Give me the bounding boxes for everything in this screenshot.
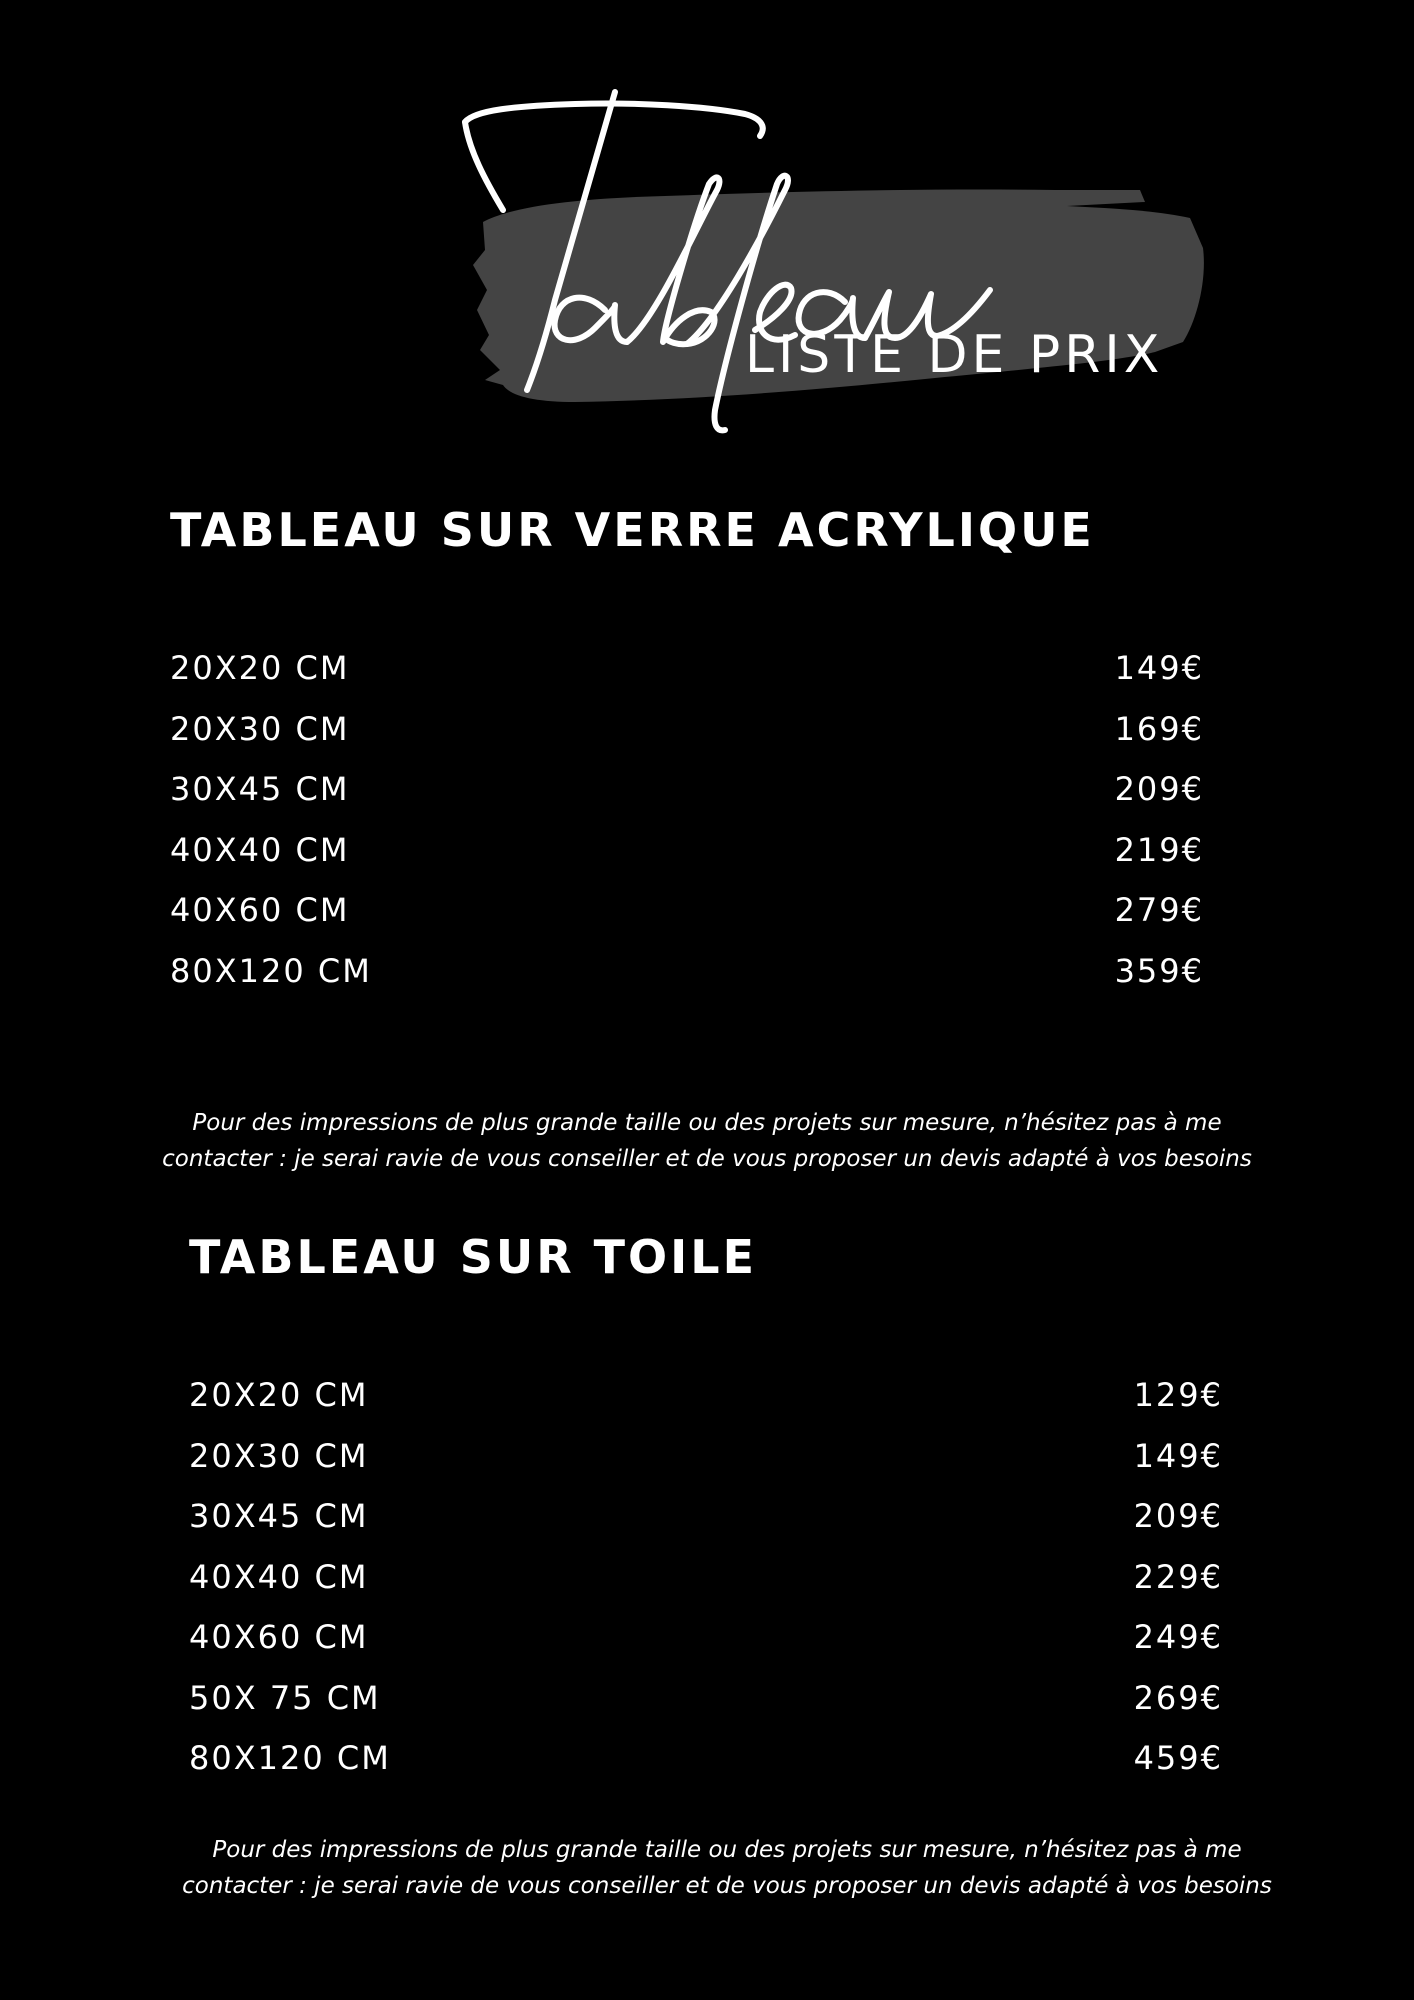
price-value: 209€ bbox=[1133, 1497, 1223, 1536]
price-row bbox=[189, 1547, 1223, 1608]
price-size: 50X 75 CM bbox=[189, 1678, 381, 1717]
price-value: 219€ bbox=[1114, 830, 1204, 869]
price-list-toile bbox=[189, 1365, 1223, 1789]
header bbox=[455, 80, 1215, 450]
price-size: 20X30 CM bbox=[189, 1436, 369, 1475]
section-title-toile: TABLEAU SUR TOILE bbox=[189, 1230, 758, 1284]
price-value: 129€ bbox=[1133, 1376, 1223, 1415]
price-size: 20X20 CM bbox=[189, 1376, 369, 1415]
price-value: 249€ bbox=[1133, 1618, 1223, 1657]
price-size: 20X20 CM bbox=[170, 649, 350, 688]
price-value: 269€ bbox=[1133, 1678, 1223, 1717]
price-size: 80X120 CM bbox=[170, 951, 372, 990]
price-row bbox=[170, 759, 1204, 820]
section-toile bbox=[189, 1222, 1249, 1778]
price-size: 30X45 CM bbox=[189, 1497, 369, 1536]
price-row bbox=[189, 1486, 1223, 1547]
price-row bbox=[189, 1607, 1223, 1668]
note-custom-sizes-toile bbox=[147, 1832, 1307, 1904]
price-row bbox=[189, 1426, 1223, 1487]
price-size: 20X30 CM bbox=[170, 709, 350, 748]
price-value: 359€ bbox=[1114, 951, 1204, 990]
note-line-2: contacter : je serai ravie de vous conseiller et de vous proposer un devis adapté à vos besoins bbox=[182, 1873, 1272, 1899]
price-value: 149€ bbox=[1133, 1436, 1223, 1475]
price-size: 40X40 CM bbox=[189, 1557, 369, 1596]
price-list-acrylic bbox=[170, 638, 1204, 1001]
price-value: 149€ bbox=[1114, 649, 1204, 688]
price-row bbox=[170, 699, 1204, 760]
note-line-2: contacter : je serai ravie de vous conseiller et de vous proposer un devis adapté à vos besoins bbox=[162, 1146, 1252, 1172]
price-size: 80X120 CM bbox=[189, 1739, 391, 1778]
price-value: 459€ bbox=[1133, 1739, 1223, 1778]
note-custom-sizes-acrylic bbox=[127, 1105, 1287, 1177]
price-size: 40X60 CM bbox=[189, 1618, 369, 1657]
price-row bbox=[189, 1728, 1223, 1789]
note-line-1: Pour des impressions de plus grande taille ou des projets sur mesure, n’hésitez pas à me bbox=[192, 1110, 1222, 1136]
price-size: 40X60 CM bbox=[170, 891, 350, 930]
price-row bbox=[170, 941, 1204, 1002]
price-value: 169€ bbox=[1114, 709, 1204, 748]
price-row bbox=[170, 880, 1204, 941]
price-size: 30X45 CM bbox=[170, 770, 350, 809]
subtitle-liste-de-prix: LISTE DE PRIX bbox=[745, 325, 1164, 385]
script-title-tableau bbox=[455, 80, 1215, 450]
price-row bbox=[170, 638, 1204, 699]
price-row bbox=[189, 1365, 1223, 1426]
price-size: 40X40 CM bbox=[170, 830, 350, 869]
note-line-1: Pour des impressions de plus grande taille ou des projets sur mesure, n’hésitez pas à me bbox=[212, 1837, 1242, 1863]
price-value: 209€ bbox=[1114, 770, 1204, 809]
price-row bbox=[189, 1668, 1223, 1729]
section-acrylic bbox=[170, 495, 1230, 990]
section-title-acrylic: TABLEAU SUR VERRE ACRYLIQUE bbox=[170, 503, 1095, 557]
price-value: 279€ bbox=[1114, 891, 1204, 930]
price-value: 229€ bbox=[1133, 1557, 1223, 1596]
price-row bbox=[170, 820, 1204, 881]
